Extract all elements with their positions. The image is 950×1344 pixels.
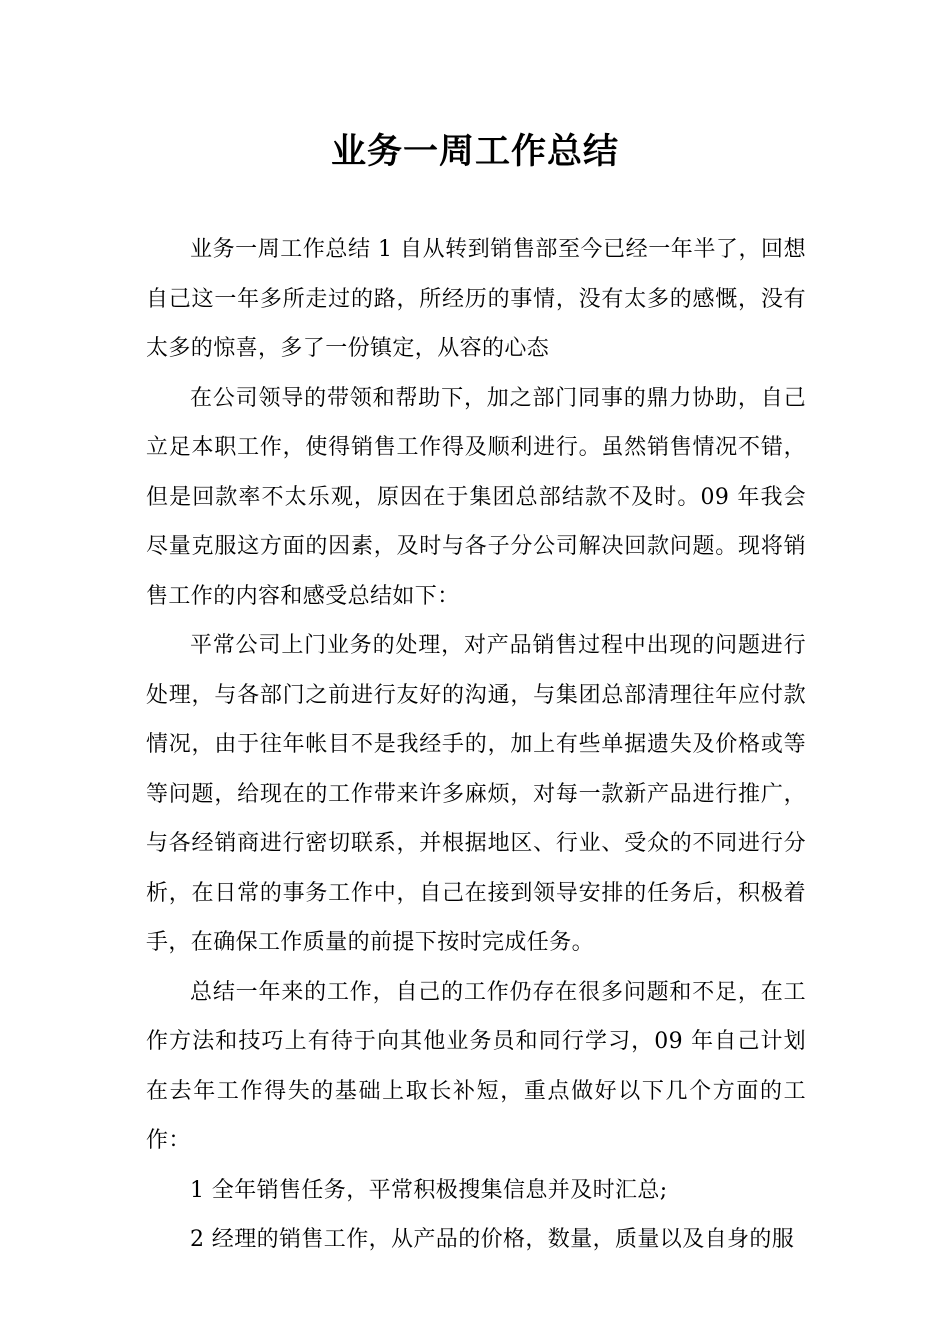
list-item: 1 全年销售任务，平常积极搜集信息并及时汇总;	[190, 1177, 668, 1203]
list-item: 2 经理的销售工作，从产品的价格，数量，质量以及自身的服	[190, 1227, 795, 1252]
document-body	[146, 225, 806, 1265]
document-title: 业务一周工作总结	[330, 132, 619, 172]
paragraph: 在公司领导的带领和帮助下，加之部门同事的鼎力协助，自己立足本职工作，使得销售工作得及顺利进行。虽然销售情况不错，但是回款率不太乐观，原因在于集团总部结款不及时。09 年我会尽量克服这方面的因素，及时与各子分公司解决回款问题。现将销售工作的内容和感受总结如下：	[146, 385, 806, 609]
paragraph: 业务一周工作总结 1 自从转到销售部至今已经一年半了，回想自己这一年多所走过的路，所经历的事情，没有太多的感慨，没有太多的惊喜，多了一份镇定，从容的心态	[146, 237, 806, 361]
paragraph: 总结一年来的工作，自己的工作仍存在很多问题和不足，在工作方法和技巧上有待于向其他业务员和同行学习，09 年自己计划在去年工作得失的基础上取长补短，重点做好以下几个方面的工作：	[146, 979, 806, 1153]
paragraph: 平常公司上门业务的处理，对产品销售过程中出现的问题进行处理，与各部门之前进行友好的沟通，与集团总部清理往年应付款情况，由于往年帐目不是我经手的，加上有些单据遗失及价格或等等问题，给现在的工作带来许多麻烦，对每一款新产品进行推广，与各经销商进行密切联系，并根据地区、行业、受众的不同进行分析，在日常的事务工作中，自己在接到领导安排的任务后，积极着手，在确保工作质量的前提下按时完成任务。	[146, 633, 806, 955]
